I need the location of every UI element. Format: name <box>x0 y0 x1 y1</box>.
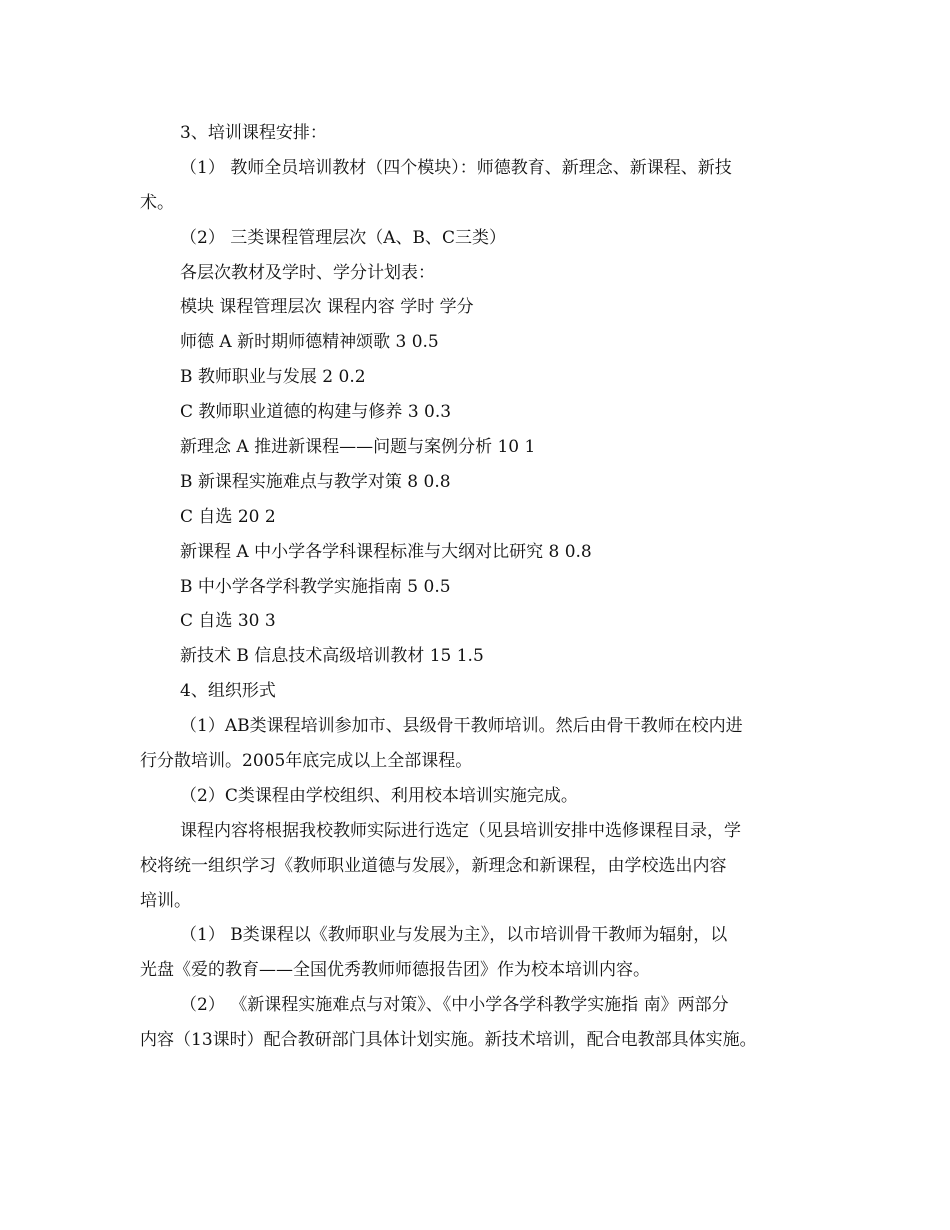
text-line: B 新课程实施难点与教学对策 8 0.8 <box>180 471 451 492</box>
text-line: 4、组织形式 <box>180 681 276 702</box>
text-line: C 自选 20 2 <box>180 506 276 527</box>
text-line: 师德 A 新时期师德精神颂歌 3 0.5 <box>180 332 439 353</box>
text-line: （2） 三类课程管理层次（A、B、C三类） <box>180 227 506 248</box>
text-line: 培训。 <box>140 890 191 911</box>
text-line: C 教师职业道德的构建与修养 3 0.3 <box>180 402 452 423</box>
text-line: B 教师职业与发展 2 0.2 <box>180 367 366 388</box>
text-line: 3、培训课程安排： <box>180 123 327 143</box>
text-line: （2）C类课程由学校组织、利用校本培训实施完成。 <box>180 785 578 806</box>
text-line: 行分散培训。2005年底完成以上全部课程。 <box>140 751 473 772</box>
document-body <box>140 116 815 1058</box>
text-line: C 自选 30 3 <box>180 611 276 632</box>
text-line: 课程内容将根据我校教师实际进行选定（见县培训安排中选修课程目录，学 <box>180 820 741 841</box>
text-line: 光盘《爱的教育——全国优秀教师师德报告团》作为校本培训内容。 <box>140 960 650 981</box>
text-line: 各层次教材及学时、学分计划表： <box>180 262 435 283</box>
text-line: 内容（13课时）配合教研部门具体计划实施。新技术培训，配合电教部具体实施。 <box>140 1030 757 1051</box>
text-line: （1） B类课程以《教师职业与发展为主》，以市培训骨干教师为辐射，以 <box>180 925 728 946</box>
text-line: 术。 <box>140 192 174 213</box>
text-line: （1） 教师全员培训教材（四个模块）：师德教育、新理念、新课程、新技 <box>180 157 732 178</box>
text-line: （2） 《新课程实施难点与对策》、《中小学各学科教学实施指 南》两部分 <box>180 995 729 1016</box>
text-line: 模块 课程管理层次 课程内容 学时 学分 <box>180 297 474 318</box>
text-line: 新课程 A 中小学各学科课程标准与大纲对比研究 8 0.8 <box>180 541 592 562</box>
text-line: 新技术 B 信息技术高级培训教材 15 1.5 <box>180 646 484 667</box>
text-line: B 中小学各学科教学实施指南 5 0.5 <box>180 576 451 597</box>
text-line: 新理念 A 推进新课程——问题与案例分析 10 1 <box>180 437 536 458</box>
text-line: （1）AB类课程培训参加市、县级骨干教师培训。然后由骨干教师在校内进 <box>180 716 743 737</box>
text-line: 校将统一组织学习《教师职业道德与发展》，新理念和新课程，由学校选出内容 <box>140 855 727 876</box>
